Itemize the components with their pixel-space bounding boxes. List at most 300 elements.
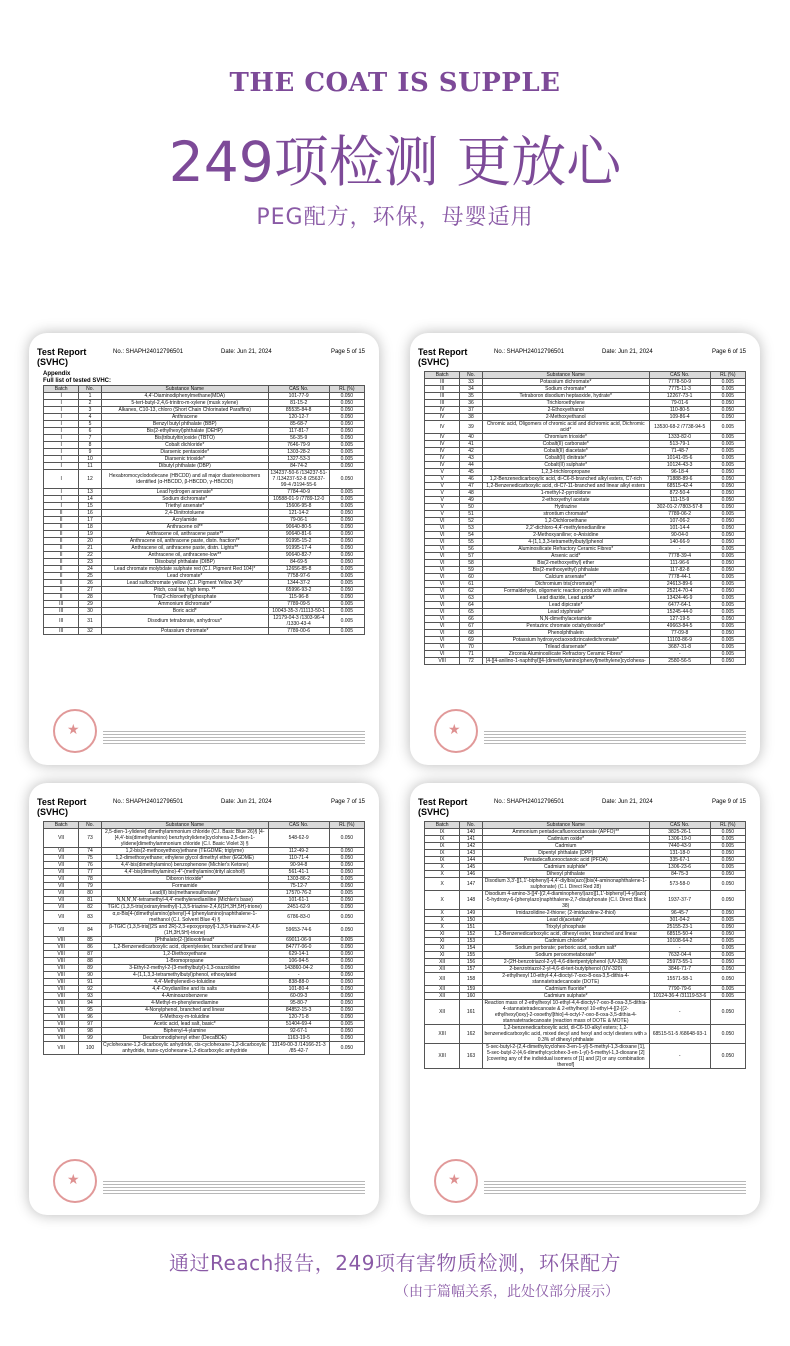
seal-stamp-icon [53, 709, 97, 753]
table-cell: 44 [460, 462, 482, 469]
table-cell: 149 [460, 910, 482, 917]
table-cell: IV [425, 448, 460, 455]
table-header-row [44, 386, 365, 393]
table-cell: VIII [425, 658, 460, 665]
table-cell: Dibutyl phthalate (DBP) [101, 463, 268, 470]
table-cell: VII [44, 890, 79, 897]
table-cell: 109-86-4 [649, 414, 710, 421]
table-cell: 120-12-7 [268, 414, 329, 421]
table-cell: 148 [460, 891, 482, 910]
table-cell: 13149-00-3 /14166-21-3 /85-42-7 [268, 1042, 329, 1055]
table-cell: 0.050 [329, 428, 364, 435]
table-cell: 46 [460, 476, 482, 483]
table-cell: IX [425, 843, 460, 850]
table-cell: 0.050 [329, 986, 364, 993]
table-cell: Sodium perborate; perboric acid, sodium salt* [482, 945, 649, 952]
table-cell: 5 [79, 421, 101, 428]
table-cell: 101-14-4 [649, 525, 710, 532]
fine-print-lines [103, 1181, 365, 1195]
table-row [425, 829, 746, 836]
table-cell: IX [425, 857, 460, 864]
list-title: Full list of tested SVHC: [43, 378, 112, 384]
svhc-table [424, 371, 746, 665]
table-cell: Dichromium tris(chromate)* [482, 581, 649, 588]
column-header: Batch [425, 822, 460, 829]
table-cell: 513-79-1 [649, 441, 710, 448]
table-row [44, 393, 365, 400]
table-cell: 163 [460, 1044, 482, 1069]
table-cell: 0.050 [329, 993, 364, 1000]
table-cell: 0.050 [329, 855, 364, 862]
table-cell: 68 [460, 630, 482, 637]
table-cell: 0.050 [329, 510, 364, 517]
table-cell: 3825-26-1 [649, 829, 710, 836]
table-cell: 88 [79, 958, 101, 965]
table-cell: 160 [460, 993, 482, 1000]
table-cell: 157 [460, 966, 482, 973]
table-cell: XII [425, 986, 460, 993]
table-cell: VII [44, 924, 79, 937]
table-cell: III [44, 601, 79, 608]
table-cell: 0.005 [329, 489, 364, 496]
table-cell: 3687-31-8 [649, 644, 710, 651]
column-header: Substance Name [482, 822, 649, 829]
table-cell: Decabromodiphenyl ether (DecaBDE) [101, 1035, 268, 1042]
seal-stamp-icon [53, 1159, 97, 1203]
table-cell: III [425, 379, 460, 386]
table-cell: 2-ethoxyethyl acetate [482, 497, 649, 504]
svhc-table [43, 385, 365, 635]
table-cell: 13530-68-2 /7738-94-5 [649, 421, 710, 434]
table-cell: α,α-Bis[4-(dimethylamino)phenyl]-4 (phenylamino)naphthalene-1-methanol (C.I. Solvent Blue 4) § [101, 911, 268, 924]
table-cell: I [44, 414, 79, 421]
table-row [44, 503, 365, 510]
table-cell: - [649, 651, 710, 658]
column-header: CAS No. [268, 386, 329, 393]
table-cell: 86 [79, 944, 101, 951]
table-cell: 158 [460, 973, 482, 986]
table-cell: 0.050 [710, 1025, 745, 1044]
table-cell: 0.005 [329, 890, 364, 897]
table-cell: 1306-19-0 [649, 836, 710, 843]
table-cell: V [425, 511, 460, 518]
table-cell: 68515-51-5 /68648-93-1 [649, 1025, 710, 1044]
table-row [44, 904, 365, 911]
table-row [425, 504, 746, 511]
table-row [44, 965, 365, 972]
table-row [44, 496, 365, 503]
table-cell: 1,2-Dichloroethane [482, 518, 649, 525]
table-cell: 0.050 [710, 490, 745, 497]
table-cell: II [44, 566, 79, 573]
table-cell: 0.050 [329, 407, 364, 414]
report-title: Test Report (SVHC) [418, 797, 468, 817]
table-cell: XII [425, 959, 460, 966]
table-cell: VIII [44, 965, 79, 972]
report-page [418, 343, 746, 755]
table-cell: Hexabromocyclododecane (HBCDD) and all major diastereoisomers identified (α-HBCDD, β-HBCDD, γ-HBCDD) [101, 470, 268, 489]
column-header: RL (%) [710, 822, 745, 829]
table-row [425, 623, 746, 630]
table-cell: 1306-23-6 [649, 864, 710, 871]
table-cell: 65 [460, 609, 482, 616]
table-cell: 0.005 [710, 441, 745, 448]
column-header: Batch [44, 386, 79, 393]
table-row [44, 869, 365, 876]
report-footer [424, 1172, 746, 1203]
table-cell: 0.005 [329, 456, 364, 463]
table-cell: 69011-06-9 [268, 937, 329, 944]
table-cell: 0.005 [710, 448, 745, 455]
table-cell: V [425, 483, 460, 490]
table-cell: III [44, 608, 79, 615]
table-cell: 1,2-Benzenedicarboxylic acid, di-C6-8-branched alkyl esters, C7-rich [482, 476, 649, 483]
table-cell: I [44, 463, 79, 470]
table-cell: 2-Methoxyaniline; o-Anisidine [482, 532, 649, 539]
table-cell: Biphenyl-4-ylamine [101, 1028, 268, 1035]
table-row [425, 462, 746, 469]
table-cell: III [425, 393, 460, 400]
table-cell: 115-96-8 [268, 594, 329, 601]
table-cell: 74 [79, 848, 101, 855]
table-row [425, 567, 746, 574]
table-row [425, 857, 746, 864]
table-cell: 34 [460, 386, 482, 393]
table-cell: 4-Aminoazobenzene [101, 993, 268, 1000]
table-row [44, 510, 365, 517]
table-cell: 161 [460, 1000, 482, 1025]
table-cell: 0.050 [710, 878, 745, 891]
table-cell: 47 [460, 483, 482, 490]
table-cell: 4,4'-Diaminodiphenylmethane(MDA) [101, 393, 268, 400]
fine-print-lines [103, 731, 365, 745]
table-cell: 15 [79, 503, 101, 510]
table-cell: Trixylyl phosphate [482, 924, 649, 931]
table-cell: 51404-69-4 [268, 1021, 329, 1028]
table-row [44, 449, 365, 456]
table-cell: 98 [79, 1028, 101, 1035]
table-cell: Cobalt(II) dinitrate* [482, 455, 649, 462]
table-cell: Tris(2-chloroethyl)phosphate [101, 594, 268, 601]
table-cell: I [44, 393, 79, 400]
table-cell: 155 [460, 952, 482, 959]
column-header: Substance Name [482, 372, 649, 379]
table-cell: 0.005 [710, 917, 745, 924]
table-row [44, 883, 365, 890]
table-cell: I [44, 496, 79, 503]
table-row [425, 518, 746, 525]
table-row [44, 580, 365, 587]
table-cell: 0.005 [329, 442, 364, 449]
table-cell: IX [425, 829, 460, 836]
table-row [425, 843, 746, 850]
table-cell: VII [44, 883, 79, 890]
column-header: No. [79, 386, 101, 393]
table-row [44, 855, 365, 862]
table-cell: 0.050 [710, 532, 745, 539]
table-cell: X [425, 871, 460, 878]
table-cell: Cadmium chloride* [482, 938, 649, 945]
table-cell: 0.050 [329, 1042, 364, 1055]
table-cell: 18 [79, 524, 101, 531]
table-row [44, 566, 365, 573]
table-cell: 94 [79, 1000, 101, 1007]
table-cell: 79-01-6 [649, 400, 710, 407]
table-cell: Lead sulfochromate yellow (C.I. Pigment Yellow 34)* [101, 580, 268, 587]
table-row [425, 836, 746, 843]
table-cell: 7775-11-3 [649, 386, 710, 393]
report-title: Test Report (SVHC) [418, 347, 468, 367]
table-cell: VI [425, 588, 460, 595]
table-row [425, 581, 746, 588]
table-cell: 154 [460, 945, 482, 952]
table-cell: 69 [460, 637, 482, 644]
table-cell: 335-67-1 [649, 857, 710, 864]
table-cell: 0.050 [329, 1028, 364, 1035]
table-cell: 0.050 [329, 944, 364, 951]
report-page-number: Page 6 of 15 [711, 349, 746, 355]
table-cell: 24 [79, 566, 101, 573]
table-header-row [425, 372, 746, 379]
table-row [44, 911, 365, 924]
table-cell: VI [425, 567, 460, 574]
table-cell: 0.005 [710, 379, 745, 386]
title-english: THE COAT IS SUPPLE [229, 68, 561, 98]
table-cell: 4-Nonylphenol, branched and linear [101, 1007, 268, 1014]
table-cell: 56-35-9 [268, 435, 329, 442]
table-cell: Anthracene oil, anthracene paste** [101, 531, 268, 538]
table-cell: 90640-82-7 [268, 552, 329, 559]
table-cell: [Phthalato(2-)]dioxotrilead* [101, 937, 268, 944]
report-page [37, 343, 365, 755]
table-row [44, 1028, 365, 1035]
table-row [425, 864, 746, 871]
table-cell: 1,2-Diethoxyethane [101, 951, 268, 958]
table-cell: 84852-15-3 [268, 1007, 329, 1014]
table-row [44, 615, 365, 628]
table-cell: 0.005 [329, 628, 364, 635]
table-cell: 15606-95-8 [268, 503, 329, 510]
table-cell: 1937-37-7 [649, 891, 710, 910]
table-cell: 0.050 [329, 393, 364, 400]
table-cell: 7758-97-6 [268, 573, 329, 580]
table-cell: 85535-84-8 [268, 407, 329, 414]
table-cell: Cadmium [482, 843, 649, 850]
table-cell: VI [425, 518, 460, 525]
svhc-table [424, 821, 746, 1069]
table-cell: 84-75-3 [649, 871, 710, 878]
table-cell: Cadmium fluoride* [482, 986, 649, 993]
table-cell: 1,2-benzenedicarboxylic acid, di-C6-10-alkyl esters; 1,2-benzenedicarboxylic acid, mixed decyl and hexyl and octyl diesters with ≥ 0.3% of dihexyl phthalate [482, 1025, 649, 1044]
table-cell: 35 [460, 393, 482, 400]
table-cell: V [425, 504, 460, 511]
table-cell: 872-50-4 [649, 490, 710, 497]
table-cell: 0.050 [710, 469, 745, 476]
table-cell: IX [425, 850, 460, 857]
table-cell: 4-(1,1,3,3-tetramethylbutyl)phenol [482, 539, 649, 546]
table-cell: Chromic acid, Oligomers of chromic acid and dichromic acid, Dichromic acid* [482, 421, 649, 434]
table-cell: I [44, 503, 79, 510]
table-cell: 38 [460, 414, 482, 421]
table-cell: II [44, 545, 79, 552]
table-cell: 1163-19-5 [268, 1035, 329, 1042]
star-icon: ★ [448, 722, 461, 738]
report-page-number: Page 5 of 15 [330, 349, 365, 355]
column-header: No. [460, 822, 482, 829]
table-cell: 0.050 [710, 518, 745, 525]
table-row [44, 1014, 365, 1021]
table-cell: IV [425, 455, 460, 462]
table-cell: Anthracene oil, anthracene paste, distn. Lights** [101, 545, 268, 552]
table-cell: VIII [44, 958, 79, 965]
table-cell: 13424-46-9 [649, 595, 710, 602]
table-cell: 28 [79, 594, 101, 601]
table-cell: 62 [460, 588, 482, 595]
table-cell: 548-62-9 [268, 829, 329, 848]
table-row [44, 924, 365, 937]
table-cell: 0.050 [329, 421, 364, 428]
table-cell: 141 [460, 836, 482, 843]
table-cell: I [44, 407, 79, 414]
table-row [44, 986, 365, 993]
table-row [425, 871, 746, 878]
table-cell: 0.005 [710, 609, 745, 616]
table-cell: 7789-06-2 [649, 511, 710, 518]
table-row [425, 630, 746, 637]
table-cell: 0.050 [329, 552, 364, 559]
table-cell: 7778-44-1 [649, 574, 710, 581]
table-cell: II [44, 573, 79, 580]
table-cell: 23 [79, 559, 101, 566]
table-cell: 0.005 [710, 386, 745, 393]
table-cell: 41 [460, 441, 482, 448]
table-cell: 110-80-5 [649, 407, 710, 414]
table-cell: 91995-17-4 [268, 545, 329, 552]
table-row [44, 421, 365, 428]
table-cell: X [425, 864, 460, 871]
report-card-page7 [29, 783, 379, 1215]
report-page [37, 793, 365, 1205]
table-cell: IV [425, 421, 460, 434]
table-cell: 65996-93-2 [268, 587, 329, 594]
table-cell: 0.050 [329, 1014, 364, 1021]
table-cell: 2-Methoxyethanol [482, 414, 649, 421]
table-cell: VIII [44, 951, 79, 958]
table-cell: 33 [460, 379, 482, 386]
table-row [425, 1025, 746, 1044]
table-cell: VI [425, 553, 460, 560]
table-cell: III [44, 615, 79, 628]
table-cell: Cadmium oxide* [482, 836, 649, 843]
table-row [425, 602, 746, 609]
table-cell: IV [425, 414, 460, 421]
table-row [425, 490, 746, 497]
table-cell: 0.050 [710, 850, 745, 857]
column-header: No. [79, 822, 101, 829]
table-cell: 1303-86-2 [268, 876, 329, 883]
table-cell: Diarsenic pentaoxide* [101, 449, 268, 456]
table-cell: 68515-42-4 [649, 483, 710, 490]
table-cell: 43 [460, 455, 482, 462]
table-cell: 26 [79, 580, 101, 587]
table-cell: Cobalt(II) carbonate* [482, 441, 649, 448]
table-cell: 55 [460, 539, 482, 546]
table-cell: VII [44, 876, 79, 883]
table-cell: 0.005 [710, 644, 745, 651]
table-row [44, 442, 365, 449]
table-cell: 71888-89-6 [649, 476, 710, 483]
table-cell: VII [44, 855, 79, 862]
table-row [425, 560, 746, 567]
table-cell: 80 [79, 890, 101, 897]
table-cell: 0.050 [710, 966, 745, 973]
report-number: No.: SHAPH24012796501 [494, 799, 565, 805]
table-cell: Lead chromate molybdate sulphate red (C.I. Pigment Red 104)* [101, 566, 268, 573]
table-cell: Disodium 4-amino-3-[[4'-[(2,4-diaminophenyl)azo][1,1'-biphenyl]-4-yl]azo] -5-hydroxy-6-(phenylazo)naphthalene-2,7-disulphonate (C.I. Direct Black 38) [482, 891, 649, 910]
table-cell: V [425, 476, 460, 483]
table-cell: Disodium 3,3'-[[1,1'-biphenyl]-4,4'-diylbis(azo)]bis(4-aminonaphthalene-1-sulphonate) (C.I. Direct Red 28) [482, 878, 649, 891]
table-row [44, 993, 365, 1000]
table-cell: VIII [44, 944, 79, 951]
table-cell: XI [425, 931, 460, 938]
table-cell: 0.050 [710, 1044, 745, 1069]
table-row [425, 891, 746, 910]
table-cell: 0.050 [710, 857, 745, 864]
table-row [425, 850, 746, 857]
table-cell: 81 [79, 897, 101, 904]
table-cell: VIII [44, 1042, 79, 1055]
table-cell: TGIC (1,3,5-tris(oxiranylmethyl)-1,3,5-triazine-2,4,6(1H,3H,5H)-trione) [101, 904, 268, 911]
table-cell: Bis(tributyltin)oxide (TBTO) [101, 435, 268, 442]
svhc-table [43, 821, 365, 1055]
table-cell: Lead styphnate* [482, 609, 649, 616]
table-cell: I [44, 428, 79, 435]
table-cell: Lead dipicrate* [482, 602, 649, 609]
table-cell: 96-45-7 [649, 910, 710, 917]
table-cell: 60-09-3 [268, 993, 329, 1000]
column-header: CAS No. [649, 822, 710, 829]
table-cell: Benzyl butyl phthalate (BBP) [101, 421, 268, 428]
table-cell: 0.050 [329, 1007, 364, 1014]
table-cell: 59 [460, 567, 482, 574]
table-row [44, 848, 365, 855]
table-row [425, 407, 746, 414]
table-cell: 0.050 [710, 658, 745, 665]
table-cell: XI [425, 952, 460, 959]
table-cell: 0.050 [710, 924, 745, 931]
table-cell: 0.050 [329, 897, 364, 904]
table-cell: 64 [460, 602, 482, 609]
table-cell: 0.050 [710, 959, 745, 966]
table-cell: VI [425, 630, 460, 637]
table-cell: 0.050 [329, 538, 364, 545]
table-cell: II [44, 594, 79, 601]
table-cell: 0.050 [329, 400, 364, 407]
table-cell: Pentazinc chromate octahydroxide* [482, 623, 649, 630]
table-row [425, 421, 746, 434]
table-row [425, 924, 746, 931]
table-cell: II [44, 552, 79, 559]
table-cell: 59653-74-6 [268, 924, 329, 937]
table-cell: 2-ethylhexyl 10-ethyl-4,4-dioctyl-7-oxo-8-oxa-3,5-dithia-4-stannatetradecanoate (DOTE) [482, 973, 649, 986]
table-cell: I [44, 400, 79, 407]
table-row [425, 497, 746, 504]
table-cell: 131-18-0 [649, 850, 710, 857]
table-cell: Bis(2-methoxyethyl) phthalate [482, 567, 649, 574]
table-cell: VII [44, 897, 79, 904]
table-cell: 0.050 [329, 904, 364, 911]
table-cell: 95-80-7 [268, 1000, 329, 1007]
